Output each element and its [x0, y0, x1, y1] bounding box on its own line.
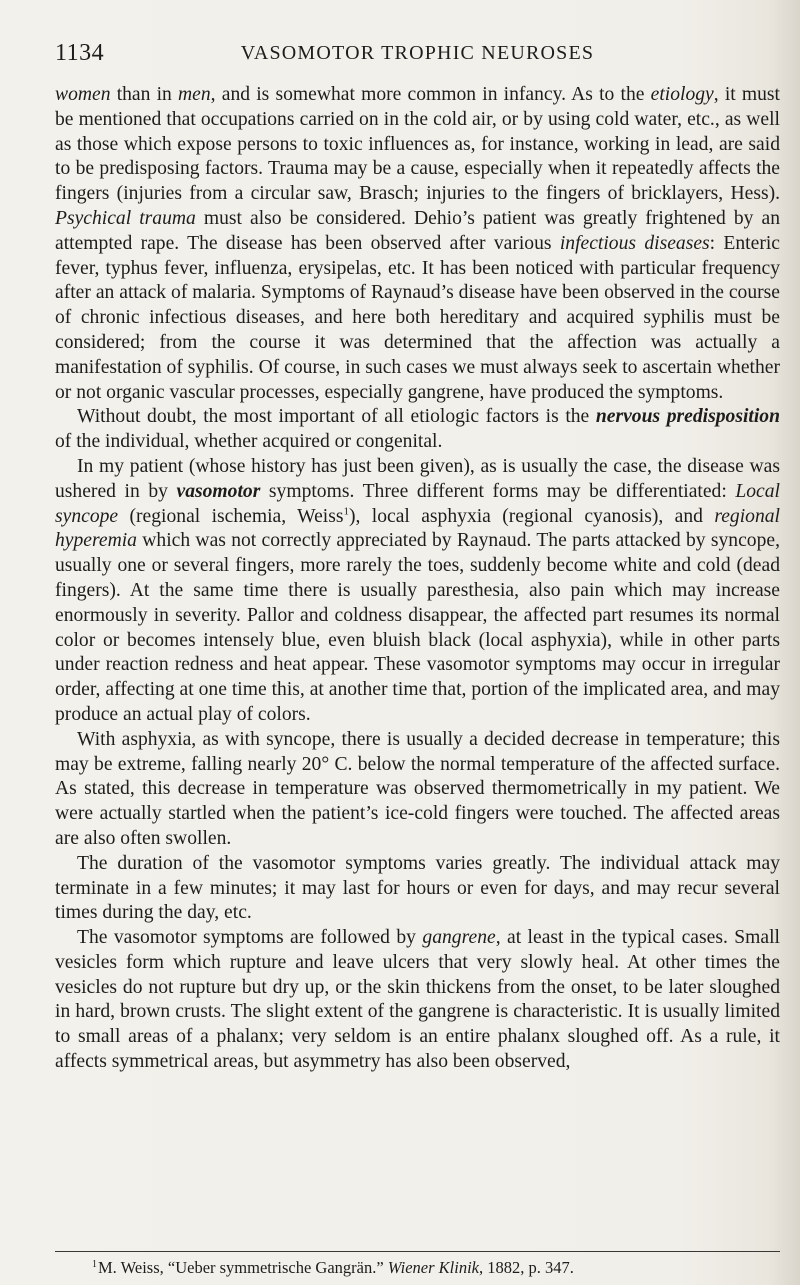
text-run: , and is somewhat more common in infancy. As to the	[210, 84, 651, 105]
text-run: In my patient (whose history has just been given), as is usually the case, the disease was ushered in by	[55, 455, 780, 502]
emphasis-text: gangrene	[422, 927, 496, 949]
emphasis-text: infectious diseases	[559, 232, 710, 254]
paragraph	[55, 405, 780, 455]
emphasis-text: vasomotor	[176, 480, 261, 502]
text-run: With asphyxia, as with syncope, there is usually a decided decrease in temperature; this may be extreme, falling nearly 20° C. below the normal temperature of the affected surface. As stated, this decrease in temperature was observed thermometrically in my patient. We were actually startled when the patient’s ice-cold fingers were touched. The affected areas are also often swollen.	[55, 728, 780, 849]
paragraph	[55, 455, 780, 728]
text-run: must also be considered. Dehio’s patient was greatly frightened by an attempted rape. The disease has been observed after various	[55, 207, 780, 254]
footnote	[92, 1258, 792, 1278]
page-header	[55, 40, 780, 74]
text-run: than in	[110, 84, 179, 105]
text-run: Without doubt, the most important of all etiologic factors is the	[77, 406, 596, 428]
paragraph	[55, 926, 780, 1075]
paragraph	[55, 83, 780, 405]
text-run: which was not correctly appreciated by Raynaud. The parts attacked by syncope, usually one or several fingers, more rarely the toes, suddenly become white and cold (dead fingers). At the same time there is usually paresthesia, also pain which may increase enormously in severity. Pallor and coldness disappear, the affected part resumes its normal color or becomes intensely blue, even bluish black (local asphyxia), while in other parts under reaction redness and heat appear. These vasomotor symptoms may occur in irregular order, affecting at one time this, at another time that, portion of the implicated area, and may produce an actual play of colors.	[55, 530, 780, 725]
emphasis-text: women	[55, 84, 111, 105]
emphasis-text: Local syncope	[55, 480, 780, 527]
text-run: ), local asphyxia (regional cyanosis), and	[348, 505, 715, 527]
text-run: , at least in the typical cases. Small vesicles form which rupture and leave ulcers that very slowly heal. At other times the vesicles do not rupture but dry up, or the skin thickens from the onset, to be later sloughed in hard, brown crusts. The slight extent of the gangrene is characteristic. It is usually limited to small areas of a phalanx; very seldom is an entire phalanx sloughed off. As a rule, it affects symmetrical areas, but asymmetry has also been observed,	[55, 927, 780, 1073]
text-run: : Enteric fever, typhus fever, influenza, erysipelas, etc. It has been noticed with particular frequency after an attack of malaria. Symptoms of Raynaud’s disease have been observed in the course of chronic infectious diseases, and here both hereditary and acquired syphilis must be considered; from the course it was determined that the affection was actually a manifestation of syphilis. Of course, in such cases we must always seek to ascertain whether or not organic vascular processes, especially gangrene, have produced the symptoms.	[55, 232, 780, 403]
emphasis-text: regional hyperemia	[55, 505, 780, 552]
emphasis-text: nervous predisposition	[595, 406, 780, 428]
paragraph	[55, 728, 780, 852]
footnote-citation: , 1882, p. 347.	[478, 1258, 574, 1277]
body-text	[55, 83, 780, 1075]
footnote-reference: 1	[343, 505, 349, 518]
footnote-text: M. Weiss, “Ueber symmetrische Gangrän.”	[98, 1258, 384, 1277]
text-run: The vasomotor symptoms are followed by	[77, 927, 423, 949]
text-run: , it must be mentioned that occupations carried on in the cold air, or by using cold water, etc., as well as those which expose persons to toxic influences as, for instance, working in lead, are said to be predisposing factors. Trauma may be a cause, especially when it repeatedly affects the fingers (injuries from a circular saw, Brasch; injuries to the fingers of bricklayers, Hess).	[55, 84, 780, 205]
emphasis-text: men	[178, 84, 211, 105]
emphasis-text: etiology	[650, 84, 714, 105]
text-run: The duration of the vasomotor symptoms varies greatly. The individual attack may terminate in a few minutes; it may last for hours or even for days, and may recur several times during the day, etc.	[55, 852, 780, 924]
footnote-journal: Wiener Klinik	[387, 1258, 479, 1277]
paragraph	[55, 852, 780, 926]
emphasis-text: Psychical trauma	[55, 207, 196, 229]
page-number: 1134	[55, 40, 105, 66]
running-title: VASOMOTOR TROPHIC NEUROSES	[240, 42, 595, 64]
text-run: of the individual, whether acquired or congenital.	[55, 431, 443, 453]
text-run: symptoms. Three different forms may be differentiated:	[260, 480, 736, 502]
footnote-rule	[55, 1251, 780, 1252]
footnote-marker: 1	[92, 1258, 97, 1270]
text-run: (regional ischemia, Weiss	[118, 505, 344, 527]
